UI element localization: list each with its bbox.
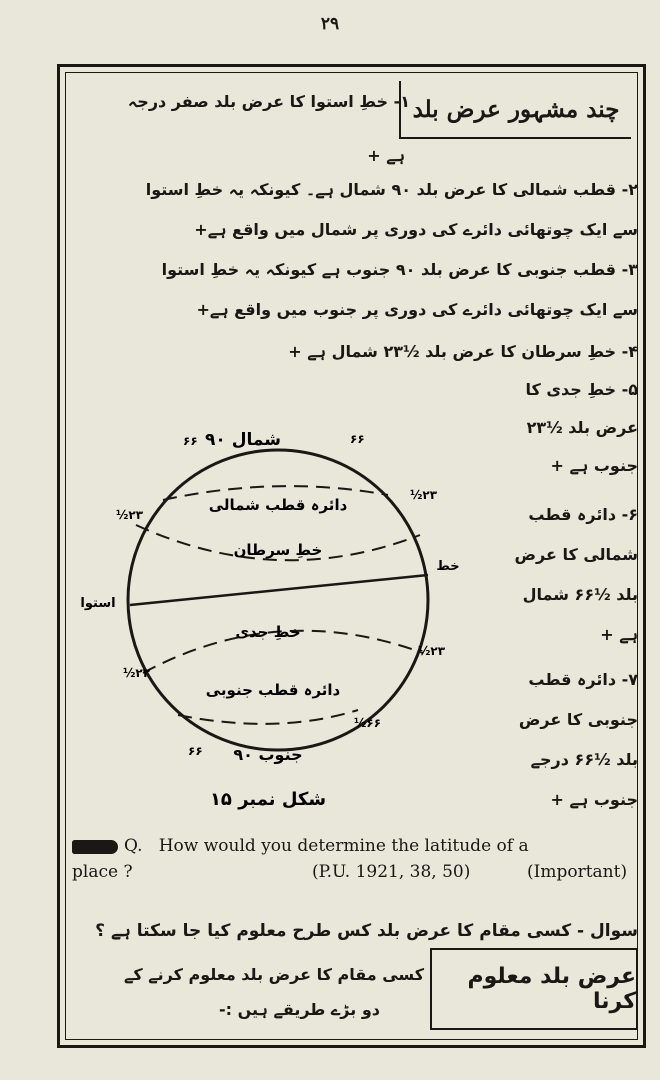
item-3-cont: سے ایک چوتھائی دائرے کی دوری پر جنوب میں واقع ہے+ (196, 300, 638, 319)
answer-line-1: کسی مقام کا عرض بلد معلوم کرنے کے (124, 965, 424, 984)
label-antarctic-circle: دائرہ قطب جنوبی (205, 681, 341, 699)
item-7: ۷- دائرہ قطب (528, 670, 638, 689)
item-7-cont2: بلد ½۶۶ درجے (530, 750, 638, 769)
answer-line-2: دو بڑے طریقے ہیں :- (218, 1000, 380, 1019)
item-5: ۵- خطِ جدی کا (525, 380, 638, 399)
label-90-north: ۹۰ شمال (205, 430, 281, 450)
label-arctic-circle: دائرہ قطب شمالی (208, 496, 348, 514)
label-tropic-cancer: خطِ سرطان (233, 541, 323, 559)
section-title: چند مشہور عرض بلد (399, 81, 631, 139)
question-line-2 (72, 862, 647, 882)
label-90-south: ۹۰ جنوب (233, 745, 303, 764)
item-3: ۳- قطب جنوبی کا عرض بلد ۹۰ جنوب ہے کیونکہ یہ خطِ استوا (161, 260, 638, 279)
item-5-end: جنوب ہے + (550, 456, 638, 475)
label-66-left-top: ۶۶ (183, 434, 198, 448)
item-2-cont: سے ایک چوتھائی دائرے کی دوری پر شمال میں واقع ہے+ (194, 220, 638, 239)
label-66-right-bottom: ½۶۶ (354, 716, 382, 730)
item-2: ۲- قطب شمالی کا عرض بلد ۹۰ شمال ہے۔ کیونکہ یہ خطِ استوا (145, 180, 638, 199)
item-5-cont: عرض بلد ½۲۳ (526, 418, 638, 437)
item-6: ۶- دائرہ قطب (528, 505, 638, 524)
item-4: ۴- خطِ سرطان کا عرض بلد ½۲۳ شمال ہے + (288, 342, 638, 361)
question-text-2: place ? (72, 862, 133, 882)
question-line-1 (72, 836, 647, 856)
item-7-end: جنوب ہے + (550, 790, 638, 809)
answer-question: سوال - کسی مقام کا عرض بلد کس طرح معلوم کیا جا سکتا ہے ؟ (95, 921, 638, 941)
label-23-left-bottom: ½۲۳ (123, 666, 151, 680)
question-ref: (P.U. 1921, 38, 50) (312, 862, 471, 882)
page-number: ۲۹ (320, 14, 340, 34)
label-equator-right: خط (436, 559, 460, 574)
label-equator-left: استوا (80, 596, 116, 611)
answer-box-title: عرض بلد معلوم کرنا (430, 948, 638, 1030)
item-7-cont: جنوبی کا عرض (518, 710, 638, 729)
question-tag: (Important) (527, 862, 628, 882)
globe-diagram (68, 415, 468, 825)
label-23-left-top: ½۲۳ (116, 508, 144, 522)
label-66-left-bottom: ۶۶ (188, 744, 203, 758)
question-prefix: Q. (124, 836, 143, 856)
label-tropic-capricorn: خطِ جدی (235, 623, 301, 641)
label-66-right-top: ۶۶ (350, 432, 365, 446)
item-6-cont2: بلد ½۶۶ شمال (522, 585, 638, 604)
label-23-right-bottom: ½۲۳ (418, 644, 446, 658)
item-1-cont: ہے + (367, 146, 405, 165)
question-text: How would you determine the latitude of a (158, 836, 529, 856)
item-6-end: ہے + (600, 625, 638, 644)
pointing-hand-icon (72, 840, 118, 854)
equator-line (130, 575, 428, 605)
item-6-cont: شمالی کا عرض (514, 545, 638, 564)
figure-caption: شکل نمبر ۱۵ (209, 789, 327, 810)
item-1: ۱- خطِ استوا کا عرض بلد صفر درجہ (127, 92, 410, 111)
label-23-right-top: ½۲۳ (410, 488, 438, 502)
antarctic-circle-line (178, 710, 358, 724)
